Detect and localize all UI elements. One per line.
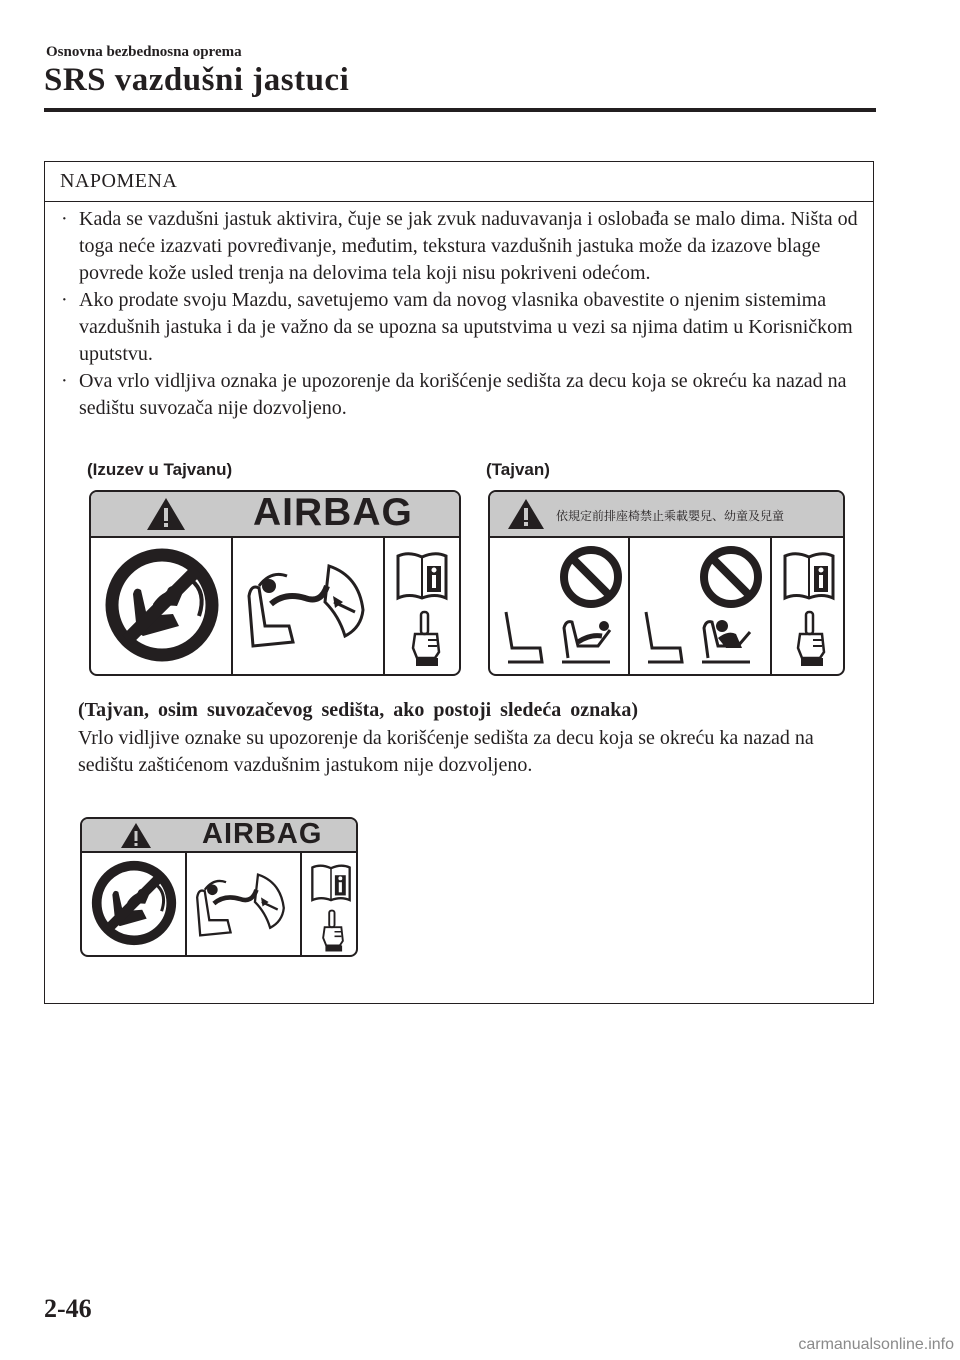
- label-band: [490, 492, 843, 538]
- bullet-symbol: ·: [61, 370, 68, 392]
- bullet-item: [61, 206, 861, 287]
- airbag-deploy-seat-icon: [245, 556, 371, 656]
- manual-info-icon: [310, 861, 352, 905]
- prohibition-icon: [558, 544, 624, 610]
- bullet-text: Ova vrlo vidljiva oznaka je upozorenje da korišćenje sedišta za decu koja se okreću ka nazad na sedištu suvozača nije dozvoljeno.: [79, 370, 847, 419]
- prohibited-rear-facing-seat-icon: [90, 859, 178, 947]
- note-box: [44, 161, 874, 1004]
- bullet-symbol: ·: [61, 208, 68, 230]
- small-airbag-warning-label: [80, 817, 358, 957]
- pointing-hand-icon: [794, 610, 828, 668]
- manual-info-icon: [395, 548, 449, 604]
- front-seat-and-child-icon: [638, 608, 764, 668]
- label-band: [91, 492, 459, 538]
- note-bullet-list: [61, 206, 861, 422]
- airbag-word: AIRBAG: [253, 491, 413, 534]
- label-band: [82, 819, 356, 853]
- bullet-item: [61, 368, 861, 422]
- cell-divider: [770, 538, 772, 676]
- airbag-word: AIRBAG: [202, 818, 323, 850]
- cell-divider: [383, 538, 385, 676]
- watermark: carmanualsonline.info: [798, 1336, 954, 1353]
- warning-triangle-icon: [506, 497, 546, 531]
- prohibition-icon: [698, 544, 764, 610]
- title-rule: [44, 108, 876, 112]
- cell-divider: [231, 538, 233, 676]
- warning-triangle-icon: [120, 822, 152, 849]
- note-heading: NAPOMENA: [60, 170, 178, 192]
- taiwan-other-seats-text: Vrlo vidljive oznake su upozorenje da korišćenje sedišta za decu koja se okreću ka nazad na sedištu zaštićenom vazdušnim jastukom nije dozvoljeno.: [78, 727, 814, 776]
- cell-divider: [300, 853, 302, 957]
- airbag-warning-label: [89, 490, 461, 676]
- note-divider: [45, 201, 873, 202]
- caption-taiwan: (Tajvan): [486, 460, 550, 479]
- section-label: Osnovna bezbednosna oprema: [46, 44, 242, 60]
- manual-info-icon: [782, 548, 836, 604]
- caption-except-taiwan: (Izuzev u Tajvanu): [87, 460, 233, 479]
- warning-triangle-icon: [145, 496, 187, 532]
- bullet-text: Ako prodate svoju Mazdu, savetujemo vam da novog vlasnika obavestite o njenim sistemima vazdušnih jastuka i da je važno da se upozna sa uputstvima u vezi sa njima datim u Korisničkom uputstvu.: [79, 289, 853, 365]
- bullet-item: [61, 287, 861, 368]
- front-seat-and-child-seat-icon: [498, 608, 624, 668]
- prohibited-rear-facing-seat-icon: [103, 546, 221, 664]
- pointing-hand-icon: [320, 909, 346, 953]
- page-title: SRS vazdušni jastuci: [44, 62, 350, 98]
- bullet-symbol: ·: [61, 289, 68, 311]
- taiwan-warning-label: [488, 490, 845, 676]
- cell-divider: [185, 853, 187, 957]
- taiwan-other-seats-heading: (Tajvan, osim suvozačevog sedišta, ako postoji sledeća oznaka): [78, 699, 639, 721]
- airbag-deploy-seat-icon: [194, 867, 290, 943]
- cell-divider: [628, 538, 630, 676]
- taiwan-warning-text: 依規定前排座椅禁止乘載嬰兒、幼童及兒童: [556, 509, 785, 523]
- pointing-hand-icon: [409, 610, 443, 668]
- page-number: 2-46: [44, 1294, 92, 1323]
- bullet-text: Kada se vazdušni jastuk aktivira, čuje se jak zvuk naduvavanja i oslobađa se malo dima. Ništa od toga neće izazvati povređivanje, međutim, tekstura vazdušnih jastuka može da izazove blage povrede kože usled trenja na delovima tela koji nisu pokriveni odećom.: [79, 208, 858, 284]
